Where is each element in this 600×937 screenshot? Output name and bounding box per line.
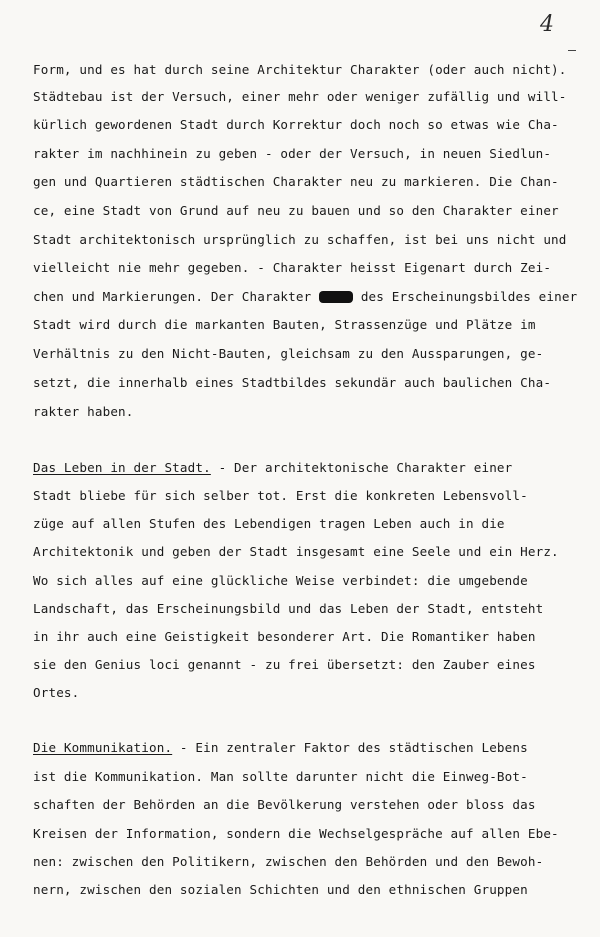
text-line: Stadt architektonisch ursprünglich zu schaffen, ist bei uns nicht und [33,232,567,247]
text-line: rakter im nachhinein zu geben - oder der Versuch, in neuen Siedlun- [33,146,552,161]
redaction-mark [319,291,353,303]
text-line: nern, zwischen den sozialen Schichten und den ethnischen Gruppen [33,882,528,897]
text-line: züge auf allen Stufen des Lebendigen tragen Leben auch in die [33,516,505,531]
section-heading: Die Kommunikation. [33,740,173,755]
text-line: in ihr auch eine Geistigkeit besonderer Art. Die Romantiker haben [33,629,536,644]
text-line: Städtebau ist der Versuch, einer mehr oder weniger zufällig und will- [33,89,567,104]
text-line [33,289,577,305]
text-fragment: - Der architektonische Charakter einer [210,460,513,475]
text-line: Landschaft, das Erscheinungsbild und das Leben der Stadt, entsteht [33,601,544,616]
text-line: Stadt wird durch die markanten Bauten, Strassenzüge und Plätze im [33,317,536,332]
text-line: Ortes. [33,685,80,700]
text-line: Wo sich alles auf eine glückliche Weise verbindet: die umgebende [33,573,528,588]
margin-mark [568,50,576,51]
text-line: Verhältnis zu den Nicht-Bauten, gleichsam zu den Aussparungen, ge- [33,346,544,361]
text-fragment: des Erscheinungsbildes einer [360,289,578,304]
section-heading: Das Leben in der Stadt. [33,460,211,475]
page-number: 4 [540,12,554,37]
text-line: ist die Kommunikation. Man sollte darunter nicht die Einweg-Bot- [33,769,528,784]
text-line: Form, und es hat durch seine Architektur Charakter (oder auch nicht). [33,62,567,77]
text-line: ce, eine Stadt von Grund auf neu zu bauen und so den Charakter einer [33,203,559,218]
text-line [33,460,512,476]
text-line: Architektonik und geben der Stadt insgesamt eine Seele und ein Herz. [33,544,559,559]
text-line: kürlich gewordenen Stadt durch Korrektur doch noch so etwas wie Cha- [33,117,559,132]
text-fragment: chen und Markierungen. Der Charakter [33,289,312,304]
text-line: rakter haben. [33,404,134,419]
text-line: nen: zwischen den Politikern, zwischen den Behörden und den Bewoh- [33,854,544,869]
text-fragment: - Ein zentraler Faktor des städtischen Lebens [172,740,528,755]
text-line: Stadt bliebe für sich selber tot. Erst die konkreten Lebensvoll- [33,488,528,503]
text-line: vielleicht nie mehr gegeben. - Charakter heisst Eigenart durch Zei- [33,260,552,275]
text-line: gen und Quartieren städtischen Charakter neu zu markieren. Die Chan- [33,174,559,189]
text-line: sie den Genius loci genannt - zu frei übersetzt: den Zauber eines [33,657,536,672]
text-line: setzt, die innerhalb eines Stadtbildes sekundär auch baulichen Cha- [33,375,552,390]
text-line [33,740,528,756]
text-line: Kreisen der Information, sondern die Wechselgespräche auf allen Ebe- [33,826,559,841]
text-line: schaften der Behörden an die Bevölkerung verstehen oder bloss das [33,797,536,812]
